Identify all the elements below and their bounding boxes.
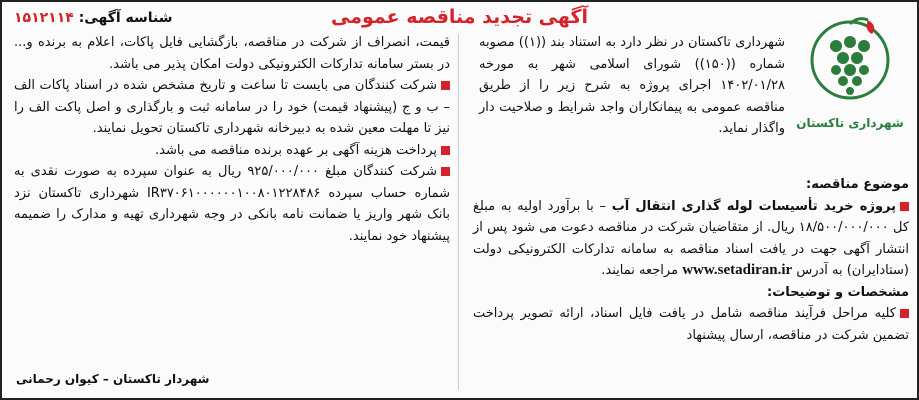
project-paragraph [473,196,909,282]
website-suffix: مراجعه نمایند. [601,263,683,278]
specs-heading: مشخصات و توضیحات: [767,284,909,300]
bullet-item-3 [14,140,450,162]
bullet-square-icon [441,81,450,90]
column-divider [458,34,459,390]
bullet-2-text: شرکت کنندگان می بایست تا ساعت و تاریخ مشخص شده در اسناد پاکات الف – ب و ج (پیشنهاد قیمت) خود را در سامانه ثبت و بارگذاری و اصل پاکت الف را نیز تا مهلت معین شده به دبیرخانه شهرداری تاکستان تحویل نمایند. [14,78,450,136]
bullet-item-2 [14,75,450,140]
bullet-4-text: شرکت کنندگان مبلغ ۹۲۵/۰۰۰/۰۰۰ ریال به عنوان سپرده به صورت نقدی به شماره حساب سپرده IR۳۷۰۶۱۰۰۰۰۰۰۱۰۰۸۰۱۲۲۸۴۸۶ شهرداری تاکستان نزد بانک شهر واریز یا ضمانت نامه بانکی در وجه شهرداری تهیه و مدارک را ضمیمه پیشنهاد خود نمایند. [14,164,450,244]
bullet-1-head-text: کلیه مراحل فرآیند مناقصه شامل در یافت فایل اسناد، ارائه تصویر پرداخت تضمین شرکت در مناقصه، ارسال پیشنهاد [473,306,909,343]
notice-title: آگهی تجدید مناقصه عمومی [330,6,589,28]
website-link[interactable]: www.setadiran.ir [682,262,793,278]
municipality-logo [791,12,909,152]
ad-id [14,10,173,26]
bullet-square-icon [441,146,450,155]
project-title: پروژه خرید تأسیسات لوله گذاری انتقال آب [611,198,897,214]
bullet-item-1-head [473,303,909,346]
logo-text: شهرداری تاکستان [796,116,904,130]
ad-id-value: ۱۵۱۲۱۱۴ [14,10,74,26]
bullet-square-icon [900,202,909,211]
bullet-item-4 [14,161,450,247]
bullet-item-1-tail: قیمت، انصراف از شرکت در مناقصه، بازگشایی فایل پاکات، اعلام به برنده و... در بستر سامانه تدارکات الکترونیکی دولت امکان پذیر می باشد. [14,35,450,72]
intro-paragraph: شهرداری تاکستان در نظر دارد به استناد بند ((۱)) مصوبه شماره ((۱۵۰)) شورای اسلامی شهر به مورخه ۱۴۰۲/۰۱/۲۸ اجرای پروژه به شرح زیر را از طریق مناقصه عمومی به پیمانکاران واجد شرایط و صلاحیت دار واگذار نماید. [479,35,786,136]
left-column [14,32,450,247]
bullet-square-icon [441,167,450,176]
mayor-signature: شهردار تاکستان – کیوان رحمانی [16,372,210,386]
project-text: – با برآورد اولیه به مبلغ کل ۱۸/۵۰۰/۰۰۰/۰۰۰ ریال. از متقاضیان شرکت در مناقصه دعوت می شود پس از انتشار آگهی جهت در یافت اسناد مناقصه به سامانه تدارکات الکترونیکی دولت (ستادایران) به آدرس [473,198,910,278]
bullet-3-text: پرداخت هزینه آگهی بر عهده برنده مناقصه می باشد. [155,142,437,158]
grape-cluster-icon [806,12,894,112]
right-column [473,174,909,346]
ad-id-label: شناسه آگهی: [78,10,173,26]
subject-heading: موضوع مناقصه: [806,177,909,192]
bullet-square-icon [900,309,909,318]
